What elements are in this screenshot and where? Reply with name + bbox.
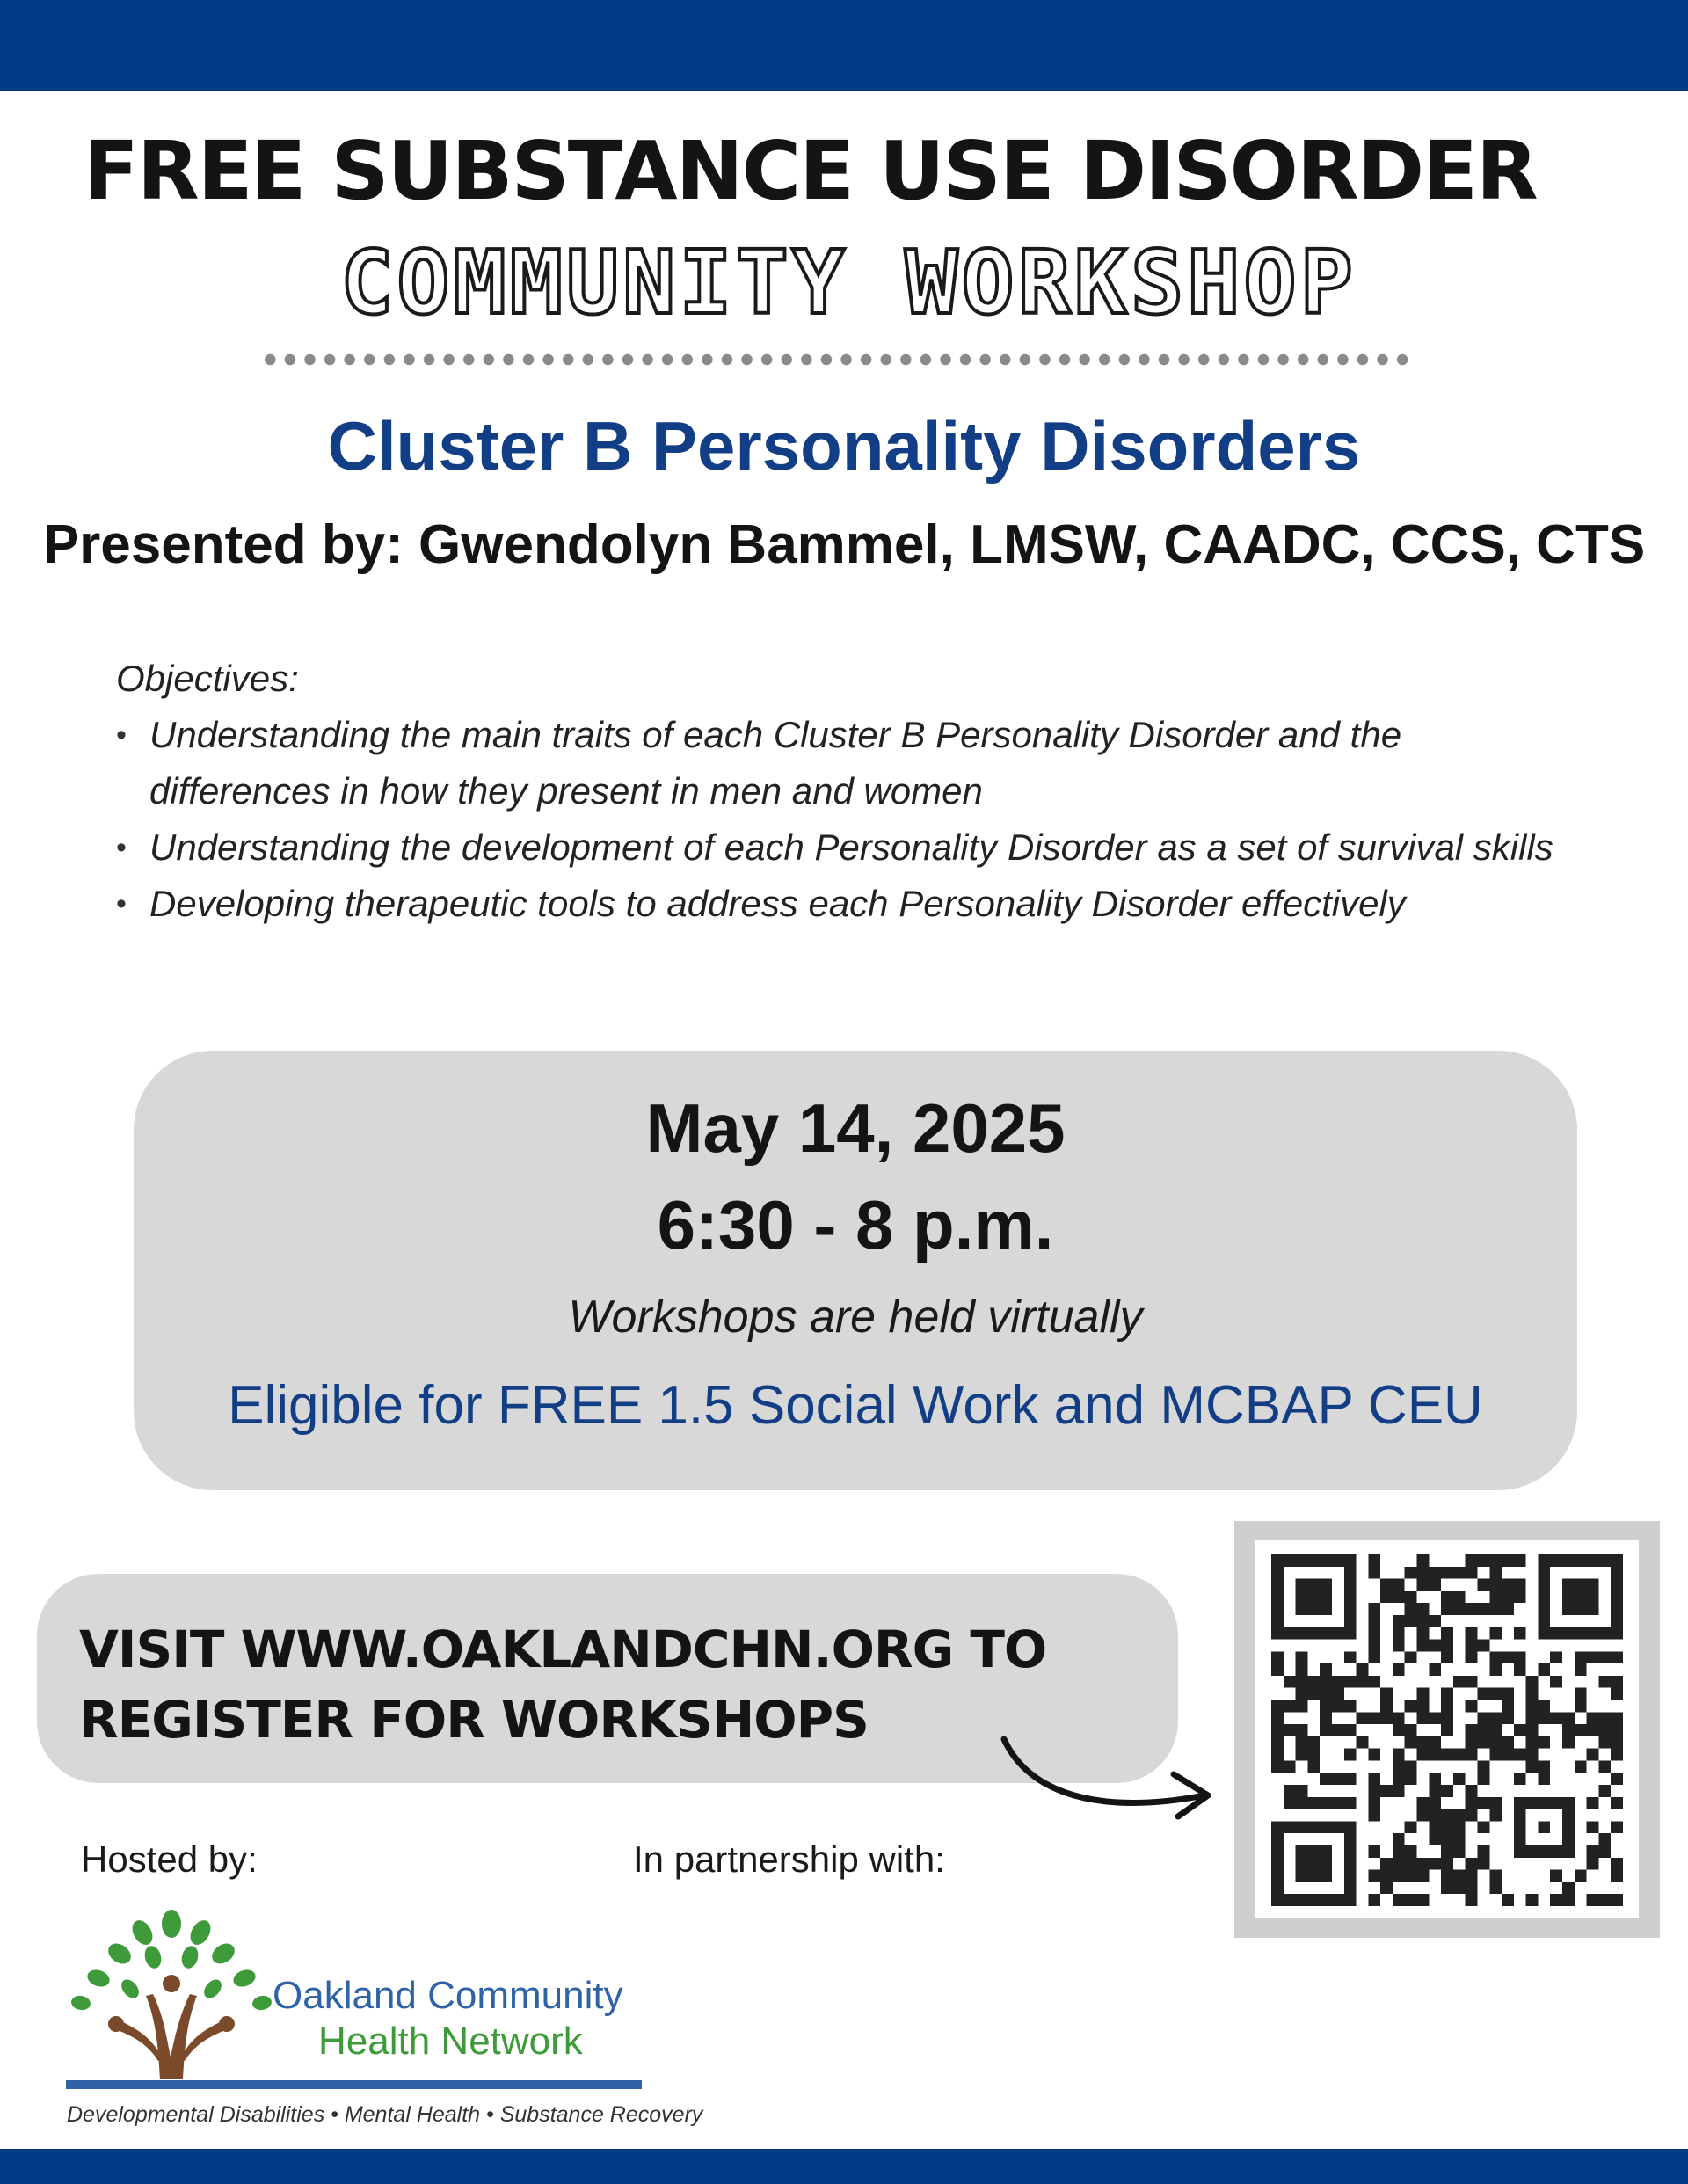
bottom-banner-bar (0, 2149, 1688, 2184)
event-time: 6:30 - 8 p.m. (657, 1186, 1054, 1263)
headline-outline-title: COMMUNITY WORKSHOP (340, 231, 1357, 334)
objective-item: • Developing therapeutic tools to address each Personality Disorder effectively (116, 876, 1558, 932)
objectives-heading: Objectives: (116, 658, 299, 699)
objective-item: • Understanding the main traits of each Cluster B Personality Disorder and the differences in how they present in men and women (116, 707, 1558, 819)
workshop-topic: Cluster B Personality Disorders (327, 407, 1361, 484)
hosted-by-label: Hosted by: (81, 1838, 258, 1880)
logo-name-line-1: Oakland Community (273, 1974, 623, 2017)
registration-line-2: REGISTER FOR WORKSHOPS (79, 1690, 869, 1750)
logo-divider (66, 2080, 642, 2089)
objective-item: • Understanding the development of each Personality Disorder as a set of survival skills (116, 819, 1558, 876)
qr-code-icon[interactable] (1271, 1554, 1623, 1906)
event-format: Workshops are held virtually (568, 1292, 1143, 1343)
curved-arrow-icon (993, 1723, 1222, 1829)
tree-people-icon (62, 1908, 281, 2084)
objectives-section (116, 651, 1558, 932)
logo-tagline: Developmental Disabilities • Mental Health • Substance Recovery (67, 2102, 703, 2127)
dotted-divider (260, 352, 1414, 368)
ochn-logo (62, 1908, 703, 2145)
top-banner-bar (0, 0, 1688, 91)
registration-line-1: VISIT WWW.OAKLANDCHN.ORG TO (79, 1620, 1047, 1679)
presenter-line: Presented by: Gwendolyn Bammel, LMSW, CAADC, CCS, CTS (42, 514, 1646, 575)
objectives-list (116, 707, 1558, 932)
headline-title: FREE SUBSTANCE USE DISORDER (84, 124, 1537, 218)
logo-name-line-2: Health Network (318, 2020, 583, 2063)
qr-code-frame (1234, 1521, 1660, 1938)
event-date: May 14, 2025 (645, 1089, 1066, 1167)
partnership-label: In partnership with: (633, 1838, 945, 1880)
event-details-box (134, 1051, 1577, 1490)
ceu-eligibility: Eligible for FREE 1.5 Social Work and MCBAP CEU (228, 1375, 1483, 1436)
